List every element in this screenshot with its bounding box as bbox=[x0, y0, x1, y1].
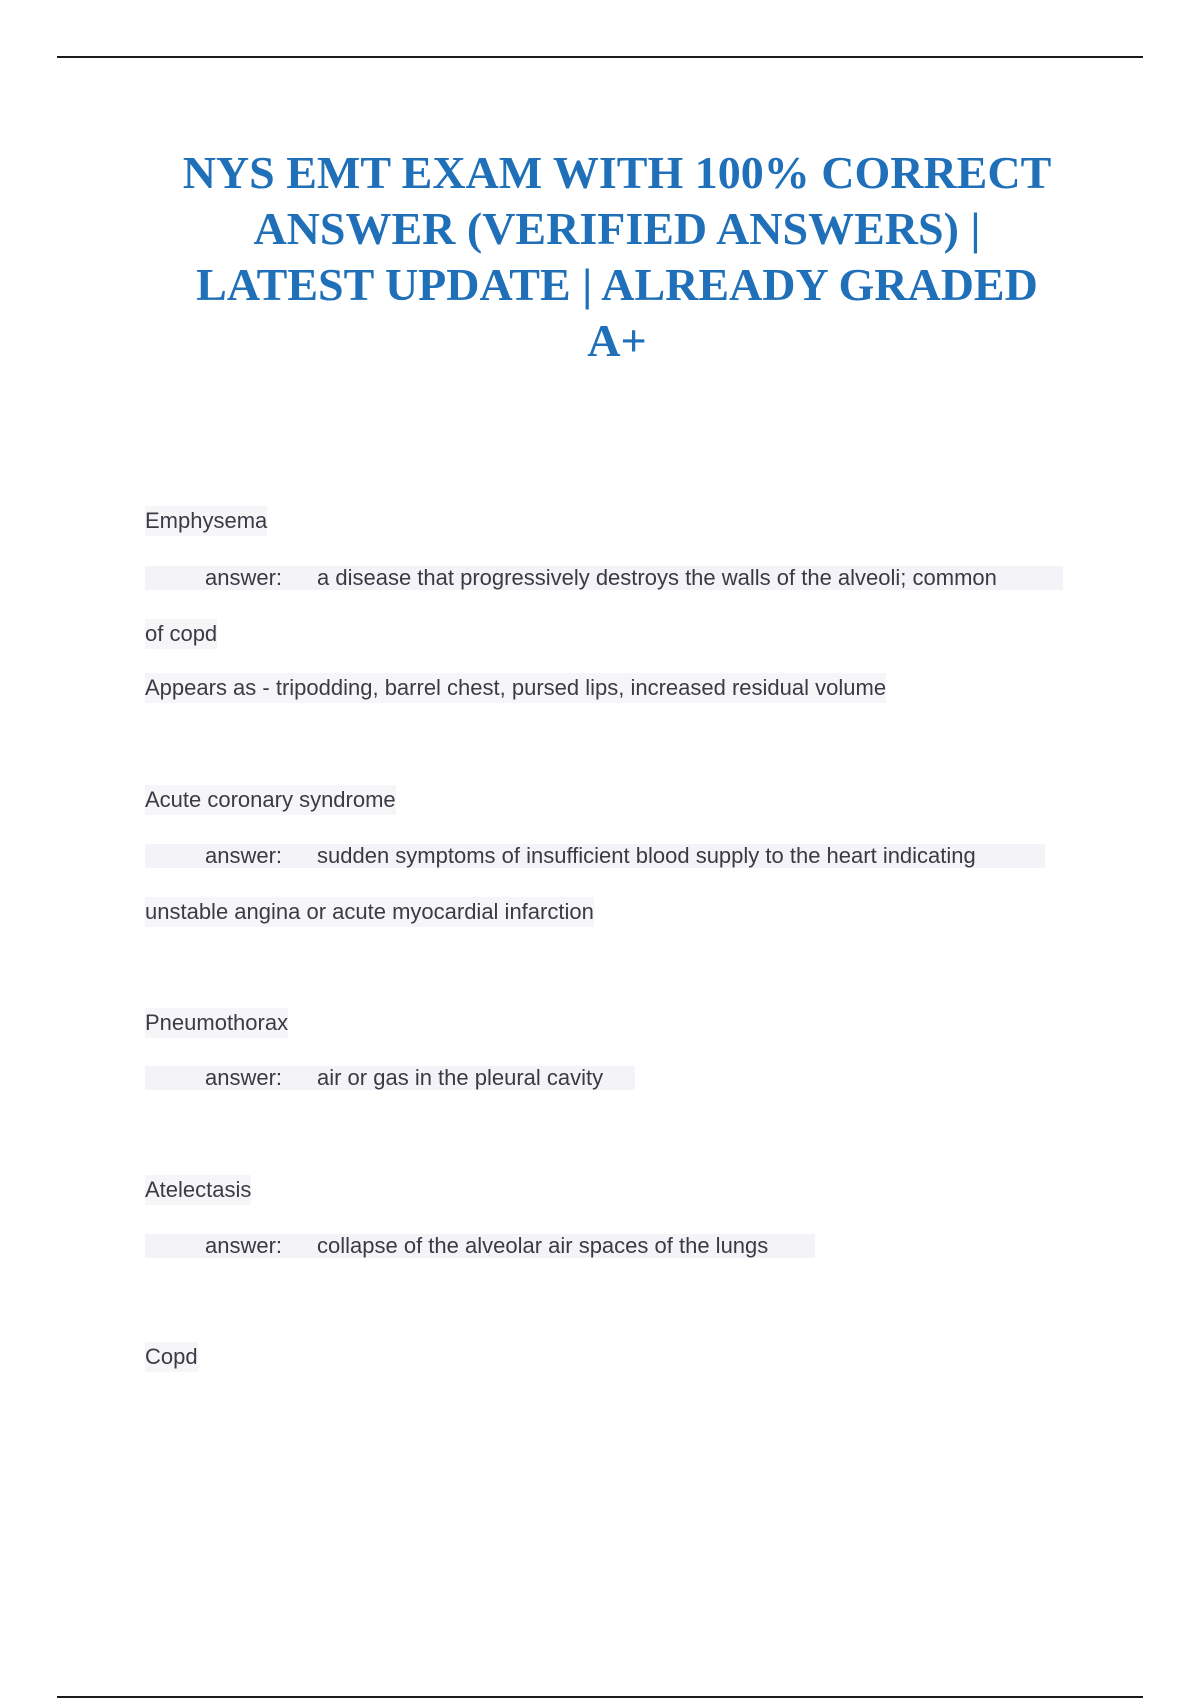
document-title bbox=[130, 145, 1104, 369]
answer-text: air or gas in the pleural cavity bbox=[317, 1065, 604, 1090]
term-atelectasis: Atelectasis bbox=[145, 1175, 251, 1205]
term-emphysema: Emphysema bbox=[145, 506, 267, 536]
answer-text: collapse of the alveolar air spaces of the lungs bbox=[317, 1233, 769, 1258]
answer-label: answer: bbox=[205, 1233, 283, 1258]
answer-text: a disease that progressively destroys the walls of the alveoli; common bbox=[317, 565, 997, 590]
term-copd: Copd bbox=[145, 1342, 198, 1372]
note-emphysema: Appears as - tripodding, barrel chest, pursed lips, increased residual volume bbox=[145, 673, 886, 703]
title-line: ANSWER (VERIFIED ANSWERS) | bbox=[253, 203, 981, 254]
answer-label: answer: bbox=[205, 1065, 283, 1090]
answer-label: answer: bbox=[205, 565, 283, 590]
answer-text: sudden symptoms of insufficient blood supply to the heart indicating bbox=[317, 843, 976, 868]
title-line: A+ bbox=[587, 315, 647, 366]
answer-row-emphysema bbox=[145, 563, 997, 593]
answer-label: answer: bbox=[205, 843, 283, 868]
answer-row-acute-coronary-syndrome bbox=[145, 841, 976, 871]
term-acute-coronary-syndrome: Acute coronary syndrome bbox=[145, 785, 396, 815]
title-line: LATEST UPDATE | ALREADY GRADED bbox=[196, 259, 1038, 310]
answer-continuation: of copd bbox=[145, 619, 217, 649]
title-line: NYS EMT EXAM WITH 100% CORRECT bbox=[182, 147, 1052, 198]
header-rule bbox=[57, 56, 1143, 58]
answer-row-pneumothorax bbox=[145, 1063, 603, 1093]
answer-continuation: unstable angina or acute myocardial infarction bbox=[145, 897, 594, 927]
term-pneumothorax: Pneumothorax bbox=[145, 1008, 288, 1038]
footer-rule bbox=[57, 1696, 1143, 1698]
answer-row-atelectasis bbox=[145, 1231, 768, 1261]
